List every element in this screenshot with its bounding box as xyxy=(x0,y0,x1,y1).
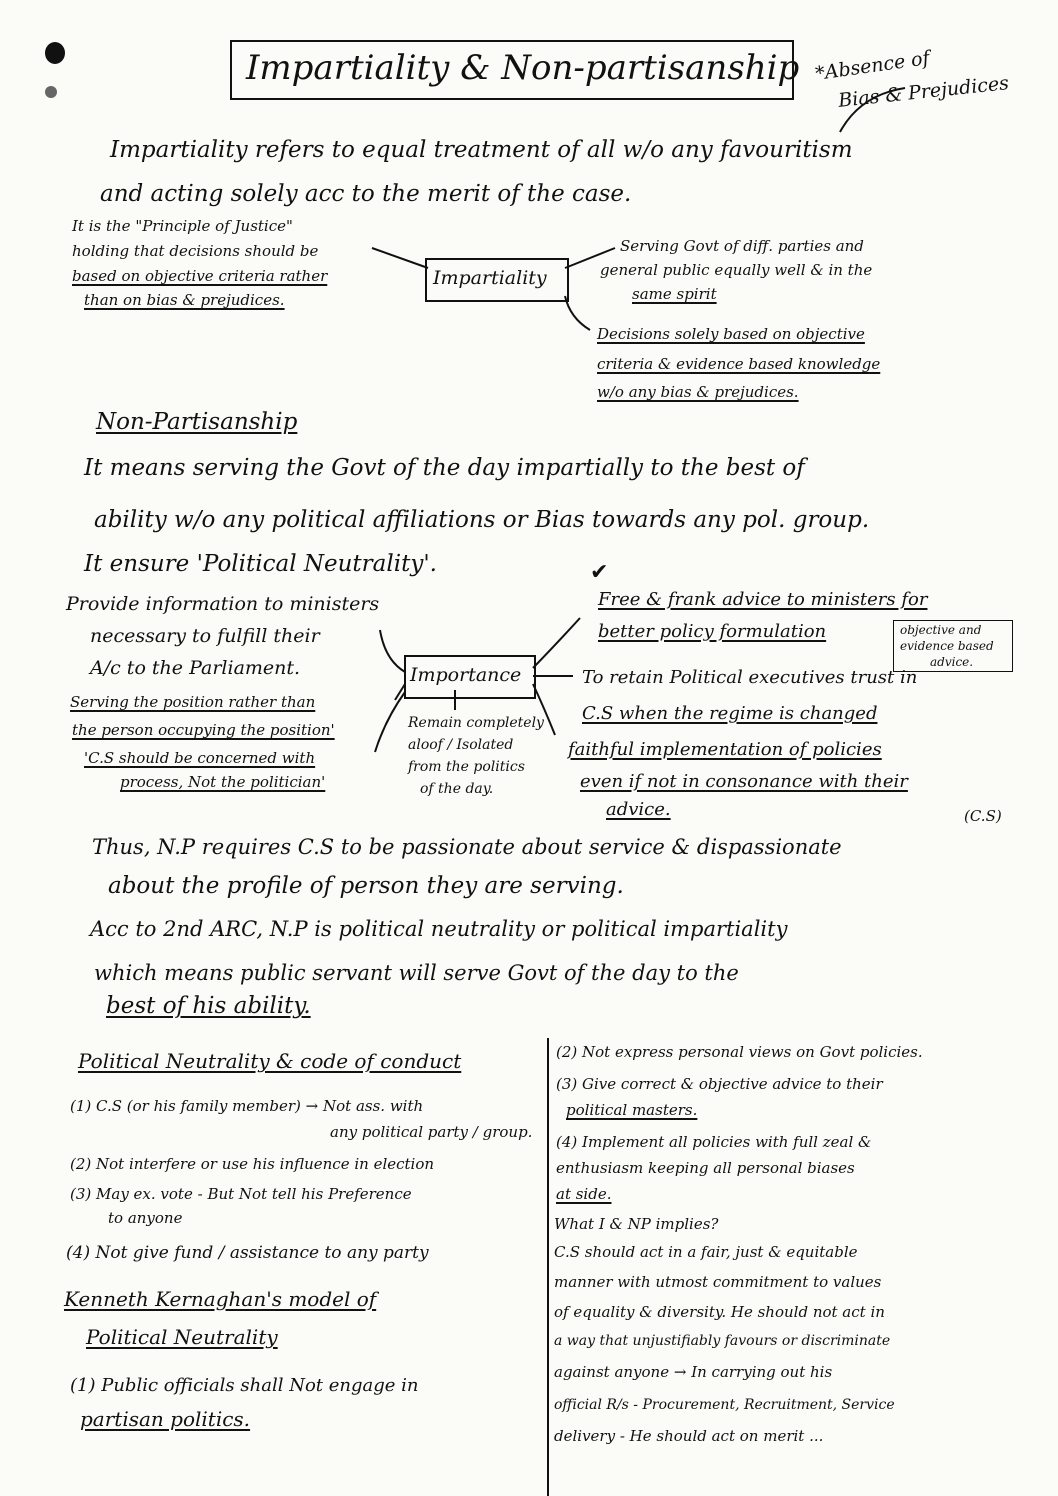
right-column-item: at side. xyxy=(556,1185,612,1203)
importance-right3-note: (C.S) xyxy=(964,807,1002,825)
arc-line1: Acc to 2nd ARC, N.P is political neutrality or political impartiality xyxy=(90,917,788,941)
np-line2: ability w/o any political affiliations or Bias towards any pol. group. xyxy=(94,507,870,533)
page-title: Impartiality & Non-partisanship xyxy=(246,48,800,88)
impartiality-left-line: based on objective criteria rather xyxy=(72,267,328,285)
np-implies-line: delivery - He should act on merit ... xyxy=(554,1427,824,1445)
importance-right1-line: Free & frank advice to ministers for xyxy=(598,589,928,610)
right-column-item: (4) Implement all policies with full zeal & xyxy=(556,1133,872,1151)
impartiality-def-line1: Impartiality refers to equal treatment of all w/o any favouritism xyxy=(110,137,853,163)
impartiality-right-top-line: general public equally well & in the xyxy=(600,261,873,279)
objective-advice-note: advice. xyxy=(930,655,974,669)
arc-line3: best of his ability. xyxy=(106,993,311,1019)
code-item: (3) May ex. vote - But Not tell his Preference xyxy=(70,1185,412,1203)
impartiality-right-top-line: Serving Govt of diff. parties and xyxy=(620,237,864,255)
np-implies-line: C.S should act in a fair, just & equitable xyxy=(554,1243,858,1261)
right-column-item: (3) Give correct & objective advice to their xyxy=(556,1075,883,1093)
importance-left-bottom-line: 'C.S should be concerned with xyxy=(84,749,316,767)
check-mark-icon: ✔ xyxy=(590,560,609,585)
np-implies-line: of equality & diversity. He should not act in xyxy=(554,1303,885,1321)
np-line1: It means serving the Govt of the day impartially to the best of xyxy=(84,455,805,481)
np-implies-line: manner with utmost commitment to values xyxy=(554,1273,882,1291)
impartiality-center-label: Impartiality xyxy=(433,267,547,289)
importance-below-line: from the politics xyxy=(408,759,525,775)
code-item: to anyone xyxy=(108,1209,183,1227)
impartiality-right-bottom-line: w/o any bias & prejudices. xyxy=(597,383,799,401)
objective-advice-note: objective and xyxy=(900,623,982,637)
impartiality-right-bottom-line: criteria & evidence based knowledge xyxy=(597,355,881,373)
importance-left-top-line: Provide information to ministers xyxy=(66,593,380,615)
np-implies-heading: What I & NP implies? xyxy=(554,1215,719,1233)
code-item: (4) Not give fund / assistance to any party xyxy=(66,1243,429,1263)
impartiality-right-bottom-line: Decisions solely based on objective xyxy=(597,325,865,343)
thus-line2: about the profile of person they are serving. xyxy=(108,873,624,899)
np-implies-line: a way that unjustifiably favours or discriminate xyxy=(554,1333,891,1349)
np-implies-line: official R/s - Procurement, Recruitment, Service xyxy=(554,1397,895,1413)
code-item: (2) Not interfere or use his influence in election xyxy=(70,1155,435,1173)
importance-left-top-line: A/c to the Parliament. xyxy=(90,657,301,679)
importance-right2-line: To retain Political executives trust in xyxy=(582,667,918,688)
code-item: any political party / group. xyxy=(330,1123,533,1141)
impartiality-left-line: It is the "Principle of Justice" xyxy=(72,217,293,235)
right-column-item: (2) Not express personal views on Govt policies. xyxy=(556,1043,923,1061)
importance-left-top-line: necessary to fulfill their xyxy=(90,625,320,647)
right-column-item: enthusiasm keeping all personal biases xyxy=(556,1159,855,1177)
objective-advice-note: evidence based xyxy=(900,639,994,653)
importance-right2-line: C.S when the regime is changed xyxy=(582,703,878,724)
importance-left-mid-line: the person occupying the position' xyxy=(72,721,335,739)
importance-right1-line: better policy formulation xyxy=(598,621,827,642)
importance-below-line: aloof / Isolated xyxy=(408,737,514,753)
importance-left-bottom-line: process, Not the politician' xyxy=(120,773,326,791)
importance-below-line: Remain completely xyxy=(408,715,544,731)
kernaghan-item: partisan politics. xyxy=(80,1407,251,1431)
kernaghan-heading-line1: Kenneth Kernaghan's model of xyxy=(64,1287,377,1311)
importance-right3-line: even if not in consonance with their xyxy=(580,771,908,792)
impartiality-left-line: than on bias & prejudices. xyxy=(84,291,285,309)
np-line3: It ensure 'Political Neutrality'. xyxy=(84,551,437,577)
side-note-line1: *Absence of xyxy=(813,47,931,85)
importance-center-label: Importance xyxy=(410,664,522,686)
impartiality-left-line: holding that decisions should be xyxy=(72,242,319,260)
kernaghan-item: (1) Public officials shall Not engage in xyxy=(70,1375,419,1396)
kernaghan-heading-line2: Political Neutrality xyxy=(86,1325,278,1349)
importance-right3-line: advice. xyxy=(606,799,671,820)
thus-line1: Thus, N.P requires C.S to be passionate about service & dispassionate xyxy=(92,835,842,859)
importance-left-mid-line: Serving the position rather than xyxy=(70,693,316,711)
importance-right3-line: faithful implementation of policies xyxy=(568,739,882,760)
side-note-line2: Bias & Prejudices xyxy=(837,72,1010,112)
arc-line2: which means public servant will serve Govt of the day to the xyxy=(94,961,739,985)
impartiality-right-top-line: same spirit xyxy=(632,285,717,303)
code-of-conduct-heading: Political Neutrality & code of conduct xyxy=(78,1049,462,1073)
impartiality-def-line2: and acting solely acc to the merit of the case. xyxy=(100,181,632,207)
importance-below-line: of the day. xyxy=(420,781,494,797)
right-column-item: political masters. xyxy=(566,1101,698,1119)
code-item: (1) C.S (or his family member) → Not ass. with xyxy=(70,1097,424,1115)
np-implies-line: against anyone → In carrying out his xyxy=(554,1363,833,1381)
non-partisanship-heading: Non-Partisanship xyxy=(96,409,298,435)
